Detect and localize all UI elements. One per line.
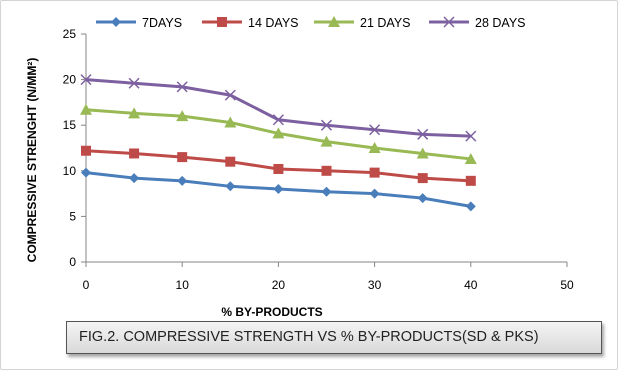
legend-item-3 [314,16,411,30]
legend-label: 14 DAYS [248,16,299,30]
data-point [370,168,380,178]
data-point [418,173,428,183]
y-tick-label: 15 [62,118,76,133]
legend [96,16,526,30]
data-point [322,166,332,176]
y-tick-label: 25 [62,27,76,41]
y-tick-label: 0 [69,255,76,269]
legend-label: 21 DAYS [360,16,411,30]
data-point [273,184,283,194]
legend-item-4 [429,16,526,30]
data-point [418,193,428,203]
series-layer [80,75,477,212]
y-tick-label: 10 [62,163,76,178]
legend-item-1 [96,16,182,30]
legend-item-2 [202,16,299,30]
x-tick-label: 0 [82,278,90,292]
legend-label: 7DAYS [142,16,183,30]
data-point [81,168,91,178]
x-axis-title: % BY-PRODUCTS [221,305,323,319]
data-point [177,152,187,162]
data-point [225,181,235,191]
x-tick-label: 20 [271,278,286,292]
tick-labels [63,27,574,292]
x-tick-label: 50 [560,278,574,292]
legend-marker [111,17,121,27]
figure-caption: FIG.2. COMPRESSIVE STRENGTH VS % BY-PRODUCTS(SD & PKS) [66,321,602,354]
x-tick-label: 40 [464,278,478,292]
data-point [177,176,187,186]
legend-marker [217,17,227,27]
series-1 [81,168,476,212]
data-point [273,164,283,174]
y-axis-title: COMPRESSIVE STRENGHT (N/MM²) [25,57,39,263]
data-point [370,189,380,199]
axes [81,34,567,267]
x-tick-label: 10 [175,278,189,292]
data-point [225,157,235,167]
data-point [81,146,91,156]
data-point [466,201,476,211]
x-tick-label: 30 [367,278,382,292]
y-tick-label: 20 [62,72,76,87]
data-point [466,176,476,186]
data-point [129,173,139,183]
y-tick-label: 5 [69,209,76,224]
data-point [129,148,139,158]
data-point [322,187,332,197]
legend-label: 28 DAYS [475,16,526,30]
